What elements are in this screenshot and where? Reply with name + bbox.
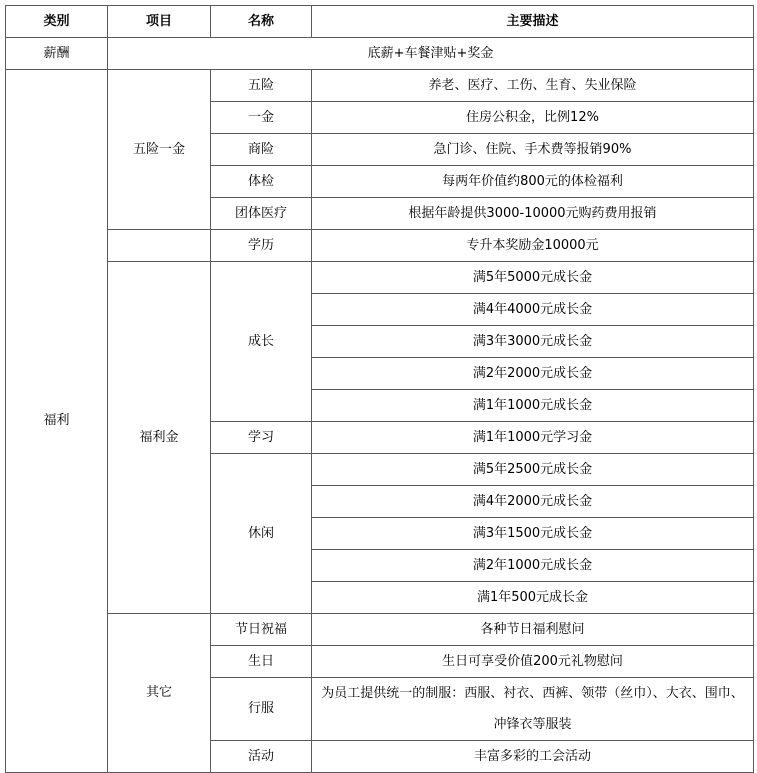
header-row — [6, 6, 754, 38]
category-cell-salary: 薪酬 — [6, 38, 108, 70]
description-cell: 满4年4000元成长金 — [312, 294, 754, 326]
table-row — [6, 70, 754, 102]
header-item: 项目 — [108, 6, 211, 38]
name-cell-study: 学习 — [211, 422, 312, 454]
name-cell: 团体医疗 — [211, 198, 312, 230]
item-cell-fund: 福利金 — [108, 262, 211, 614]
description-cell: 丰富多彩的工会活动 — [312, 741, 754, 773]
description-cell: 根据年龄提供3000-10000元购药费用报销 — [312, 198, 754, 230]
description-cell: 住房公积金，比例12% — [312, 102, 754, 134]
description-cell: 满3年3000元成长金 — [312, 326, 754, 358]
description-cell: 底薪+车餐津贴+奖金 — [108, 38, 754, 70]
header-category: 类别 — [6, 6, 108, 38]
description-cell: 满5年2500元成长金 — [312, 454, 754, 486]
name-cell: 体检 — [211, 166, 312, 198]
name-cell: 节日祝福 — [211, 614, 312, 646]
name-cell: 活动 — [211, 741, 312, 773]
description-cell: 急门诊、住院、手术费等报销90% — [312, 134, 754, 166]
table-row — [6, 262, 754, 294]
table-row — [6, 230, 754, 262]
name-cell-growth: 成长 — [211, 262, 312, 422]
benefits-table — [5, 5, 754, 773]
description-cell: 各种节日福利慰问 — [312, 614, 754, 646]
name-cell: 行服 — [211, 678, 312, 741]
name-cell-leisure: 休闲 — [211, 454, 312, 614]
description-cell: 满1年500元成长金 — [312, 582, 754, 614]
description-cell: 为员工提供统一的制服：西服、衬衣、西裤、领带（丝巾）、大衣、围巾、冲锋衣等服装 — [312, 678, 754, 741]
header-description: 主要描述 — [312, 6, 754, 38]
description-cell: 满2年2000元成长金 — [312, 358, 754, 390]
item-cell-insurance: 五险一金 — [108, 70, 211, 230]
description-cell: 满5年5000元成长金 — [312, 262, 754, 294]
name-cell: 五险 — [211, 70, 312, 102]
table-row — [6, 38, 754, 70]
name-cell: 一金 — [211, 102, 312, 134]
description-cell: 生日可享受价值200元礼物慰问 — [312, 646, 754, 678]
item-cell-empty — [108, 230, 211, 262]
item-cell-other: 其它 — [108, 614, 211, 773]
description-cell: 满3年1500元成长金 — [312, 518, 754, 550]
description-cell: 满1年1000元成长金 — [312, 390, 754, 422]
table-row — [6, 614, 754, 646]
description-cell: 每两年价值约800元的体检福利 — [312, 166, 754, 198]
description-cell: 专升本奖励金10000元 — [312, 230, 754, 262]
description-cell: 满2年1000元成长金 — [312, 550, 754, 582]
description-cell: 满1年1000元学习金 — [312, 422, 754, 454]
name-cell: 学历 — [211, 230, 312, 262]
description-cell: 养老、医疗、工伤、生育、失业保险 — [312, 70, 754, 102]
header-name: 名称 — [211, 6, 312, 38]
name-cell: 生日 — [211, 646, 312, 678]
description-cell: 满4年2000元成长金 — [312, 486, 754, 518]
name-cell: 商险 — [211, 134, 312, 166]
category-cell-welfare: 福利 — [6, 70, 108, 773]
